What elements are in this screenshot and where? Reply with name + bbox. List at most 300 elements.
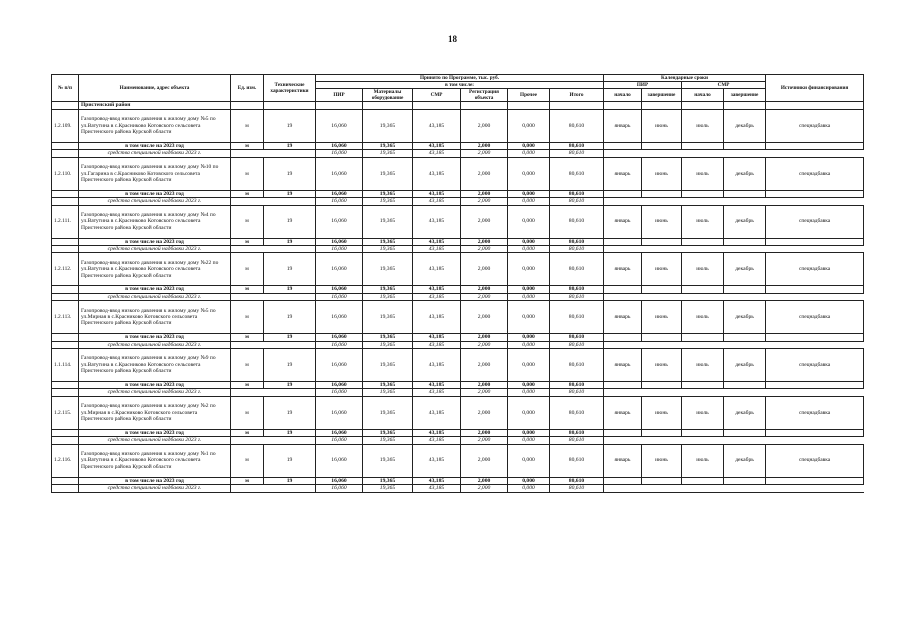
subtotal-empty [766,190,864,197]
spec-pir: 16,060 [316,198,363,205]
subtotal-empty [682,477,724,484]
subtotal-materials: 19,365 [363,382,413,389]
program-table [51,74,864,493]
spec-empty [724,198,766,205]
col-incl: в том числе: [316,82,604,89]
spec-empty [724,485,766,492]
row-other: 0,000 [508,205,550,238]
row-smr-end: декабрь [724,301,766,334]
spec-empty [682,389,724,396]
subtotal-label: в том числе на 2023 год [79,190,231,197]
subtotal-num [52,286,79,293]
row-num: 1.2.115. [52,396,79,429]
year-subtotal-row [52,477,864,484]
col-registration: Регистрация объекта [461,89,508,102]
object-row [52,349,864,382]
row-other: 0,000 [508,253,550,286]
subtotal-num [52,334,79,341]
subtotal-other: 0,000 [508,382,550,389]
subtotal-other: 0,000 [508,429,550,436]
subtotal-empty [682,238,724,245]
spec-empty [682,293,724,300]
row-name: Газопровод-ввод низкого давления к жилому дому №22 по ул.Ватутина в с.Красниково Котовского сельсовета Пристенского района Курской области [79,253,231,286]
subtotal-empty [642,286,682,293]
spec-other: 0,000 [508,389,550,396]
spec-other: 0,000 [508,246,550,253]
spec-empty [231,341,264,348]
subtotal-empty [642,238,682,245]
subtotal-empty [604,190,642,197]
subtotal-empty [682,429,724,436]
row-pir-end: июнь [642,157,682,190]
row-registration: 2,000 [461,444,508,477]
subtotal-materials: 19,365 [363,143,413,150]
subtotal-other: 0,000 [508,477,550,484]
subtotal-num [52,382,79,389]
spec-materials: 19,365 [363,485,413,492]
col-accepted: Принято по Программе, тыс. руб. [316,75,604,82]
subtotal-other: 0,000 [508,334,550,341]
row-num: 1.1.114. [52,349,79,382]
row-smr-start: июль [682,301,724,334]
row-unit: м [231,253,264,286]
spec-total: 80,610 [550,341,604,348]
row-name: Газопровод-ввод низкого давления к жилому дому №9 по ул.Ватутина в с.Красниково Котовского сельсовета Пристенского района Курской области [79,349,231,382]
col-num: № п/п [52,75,79,102]
row-registration: 2,000 [461,110,508,143]
row-pir: 16,060 [316,157,363,190]
spec-total: 80,610 [550,485,604,492]
object-row [52,444,864,477]
spec-empty [766,198,864,205]
spec-empty [231,389,264,396]
subtotal-pir: 16,060 [316,477,363,484]
spec-empty [724,341,766,348]
subtotal-total: 80,610 [550,286,604,293]
spec-empty [766,341,864,348]
row-unit: м [231,349,264,382]
row-source: спецнадбавка [766,253,864,286]
subtotal-materials: 19,365 [363,238,413,245]
subtotal-empty [766,143,864,150]
row-pir-end: июнь [642,349,682,382]
subtotal-total: 80,610 [550,190,604,197]
col-name: Наименование, адрес объекта [79,75,231,102]
subtotal-other: 0,000 [508,238,550,245]
row-smr: 43,185 [413,157,461,190]
spec-empty [264,293,316,300]
spec-total: 80,610 [550,246,604,253]
spec-other: 0,000 [508,198,550,205]
spec-registration: 2,000 [461,485,508,492]
spec-empty [724,437,766,444]
subtotal-registration: 2,000 [461,477,508,484]
spec-empty [724,150,766,157]
row-pir-end: июнь [642,253,682,286]
spec-empty [642,389,682,396]
spec-empty [604,246,642,253]
subtotal-empty [682,334,724,341]
row-smr-start: июль [682,349,724,382]
row-name: Газопровод-ввод низкого давления к жилому дому №5 по ул.Мирная в с.Красниково Котовского сельсовета Пристенского района Курской области [79,301,231,334]
row-pir-start: январь [604,396,642,429]
subtotal-empty [604,143,642,150]
subtotal-registration: 2,000 [461,238,508,245]
row-name: Газопровод-ввод низкого давления к жилому дому №5 по ул.Ватутина в с.Красниково Котовского сельсовета Пристенского района Курской области [79,110,231,143]
row-unit: м [231,110,264,143]
row-smr: 43,185 [413,205,461,238]
spec-label: средства специальной надбавки 2023 г. [79,389,231,396]
row-pir: 16,060 [316,205,363,238]
col-calendar: Календарные сроки [604,75,766,82]
row-num: 1.2.116. [52,444,79,477]
row-materials: 19,365 [363,157,413,190]
row-smr-end: декабрь [724,157,766,190]
row-total: 80,610 [550,444,604,477]
row-name: Газопровод-ввод низкого давления к жилому дому №10 по ул.Гагарина в с.Красниково Котовского сельсовета Пристенского района Курской области [79,157,231,190]
row-source: спецнадбавка [766,110,864,143]
spec-empty [766,389,864,396]
spec-empty [264,150,316,157]
subtotal-label: в том числе на 2023 год [79,429,231,436]
special-fund-row [52,389,864,396]
row-smr-start: июль [682,110,724,143]
row-other: 0,000 [508,157,550,190]
special-fund-row [52,293,864,300]
spec-empty [264,485,316,492]
subtotal-materials: 19,365 [363,190,413,197]
year-subtotal-row [52,429,864,436]
row-tech: 19 [264,349,316,382]
row-pir-start: январь [604,444,642,477]
object-row [52,396,864,429]
row-source: спецнадбавка [766,349,864,382]
year-subtotal-row [52,190,864,197]
subtotal-empty [724,382,766,389]
spec-materials: 19,365 [363,150,413,157]
subtotal-total: 80,610 [550,382,604,389]
spec-total: 80,610 [550,150,604,157]
subtotal-empty [604,238,642,245]
row-smr-start: июль [682,205,724,238]
district-row [52,102,864,110]
subtotal-empty [642,477,682,484]
row-source: спецнадбавка [766,396,864,429]
spec-empty [682,246,724,253]
spec-empty [264,246,316,253]
spec-empty [682,150,724,157]
spec-empty [724,293,766,300]
spec-materials: 19,365 [363,198,413,205]
subtotal-pir: 16,060 [316,143,363,150]
row-pir: 16,060 [316,301,363,334]
spec-empty [231,246,264,253]
subtotal-label: в том числе на 2023 год [79,286,231,293]
spec-other: 0,000 [508,341,550,348]
spec-empty [642,150,682,157]
spec-empty [604,198,642,205]
spec-empty [642,293,682,300]
subtotal-empty [766,477,864,484]
spec-empty [604,150,642,157]
subtotal-unit: м [231,190,264,197]
spec-num [52,246,79,253]
table-body [52,102,864,493]
subtotal-empty [724,238,766,245]
subtotal-tech: 19 [264,334,316,341]
subtotal-tech: 19 [264,477,316,484]
row-pir-end: июнь [642,301,682,334]
row-total: 80,610 [550,205,604,238]
subtotal-num [52,190,79,197]
row-pir-start: январь [604,253,642,286]
row-smr: 43,185 [413,396,461,429]
spec-smr: 43,185 [413,246,461,253]
subtotal-materials: 19,365 [363,429,413,436]
spec-materials: 19,365 [363,437,413,444]
col-smr-end: завершение [724,89,766,102]
row-pir: 16,060 [316,349,363,382]
spec-pir: 16,060 [316,341,363,348]
row-tech: 19 [264,396,316,429]
col-source: Источники финансирования [766,75,864,102]
row-num: 1.2.109. [52,110,79,143]
row-smr: 43,185 [413,110,461,143]
row-smr: 43,185 [413,301,461,334]
subtotal-smr: 43,185 [413,238,461,245]
spec-empty [642,246,682,253]
subtotal-empty [766,382,864,389]
subtotal-num [52,238,79,245]
spec-empty [766,246,864,253]
row-num: 1.2.111. [52,205,79,238]
subtotal-num [52,143,79,150]
subtotal-label: в том числе на 2023 год [79,143,231,150]
special-fund-row [52,246,864,253]
spec-empty [682,485,724,492]
col-cal-smr: СМР [682,82,766,89]
year-subtotal-row [52,143,864,150]
spec-pir: 16,060 [316,485,363,492]
subtotal-empty [724,477,766,484]
row-registration: 2,000 [461,253,508,286]
spec-other: 0,000 [508,437,550,444]
subtotal-tech: 19 [264,190,316,197]
subtotal-empty [682,382,724,389]
row-name: Газопровод-ввод низкого давления к жилому дому №2 по ул.Мирная в с.Красниково Котовского сельсовета Пристенского района Курской области [79,396,231,429]
row-total: 80,610 [550,110,604,143]
spec-smr: 43,185 [413,198,461,205]
subtotal-empty [682,286,724,293]
col-pir-end: завершение [642,89,682,102]
row-smr-end: декабрь [724,396,766,429]
spec-label: средства специальной надбавки 2023 г. [79,437,231,444]
spec-empty [766,485,864,492]
spec-smr: 43,185 [413,293,461,300]
special-fund-row [52,341,864,348]
spec-pir: 16,060 [316,437,363,444]
spec-empty [604,341,642,348]
subtotal-pir: 16,060 [316,334,363,341]
row-registration: 2,000 [461,396,508,429]
subtotal-total: 80,610 [550,429,604,436]
row-smr: 43,185 [413,444,461,477]
row-tech: 19 [264,301,316,334]
col-materials: Материалы оборудование [363,89,413,102]
spec-materials: 19,365 [363,293,413,300]
col-other: Прочее [508,89,550,102]
spec-smr: 43,185 [413,150,461,157]
special-fund-row [52,198,864,205]
col-smr: СМР [413,89,461,102]
spec-pir: 16,060 [316,246,363,253]
row-materials: 19,365 [363,396,413,429]
subtotal-registration: 2,000 [461,334,508,341]
subtotal-unit: м [231,334,264,341]
spec-empty [231,198,264,205]
spec-other: 0,000 [508,293,550,300]
row-num: 1.2.110. [52,157,79,190]
row-unit: м [231,301,264,334]
spec-empty [264,437,316,444]
spec-empty [604,485,642,492]
col-unit: Ед. изм. [231,75,264,102]
col-smr-start: начало [682,89,724,102]
subtotal-pir: 16,060 [316,190,363,197]
row-pir-start: январь [604,205,642,238]
row-other: 0,000 [508,444,550,477]
spec-empty [642,485,682,492]
spec-total: 80,610 [550,437,604,444]
spec-pir: 16,060 [316,293,363,300]
spec-empty [231,437,264,444]
row-total: 80,610 [550,253,604,286]
subtotal-empty [682,190,724,197]
subtotal-label: в том числе на 2023 год [79,382,231,389]
subtotal-tech: 19 [264,429,316,436]
spec-materials: 19,365 [363,389,413,396]
spec-other: 0,000 [508,485,550,492]
subtotal-smr: 43,185 [413,477,461,484]
subtotal-empty [604,382,642,389]
year-subtotal-row [52,382,864,389]
row-registration: 2,000 [461,349,508,382]
row-tech: 19 [264,444,316,477]
row-other: 0,000 [508,110,550,143]
subtotal-total: 80,610 [550,238,604,245]
object-row [52,301,864,334]
spec-smr: 43,185 [413,389,461,396]
subtotal-registration: 2,000 [461,143,508,150]
subtotal-unit: м [231,238,264,245]
row-smr-end: декабрь [724,349,766,382]
col-tech: Технические характеристики [264,75,316,102]
row-tech: 19 [264,157,316,190]
row-name: Газопровод-ввод низкого давления к жилому дому №1 по ул.Ватутина в с.Красниково Котовского сельсовета Пристенского района Курской области [79,444,231,477]
subtotal-unit: м [231,143,264,150]
subtotal-pir: 16,060 [316,382,363,389]
row-materials: 19,365 [363,110,413,143]
row-pir-start: январь [604,301,642,334]
row-smr: 43,185 [413,253,461,286]
row-smr-start: июль [682,157,724,190]
spec-num [52,485,79,492]
spec-empty [604,437,642,444]
subtotal-smr: 43,185 [413,334,461,341]
spec-num [52,293,79,300]
subtotal-total: 80,610 [550,477,604,484]
row-materials: 19,365 [363,253,413,286]
subtotal-empty [642,429,682,436]
subtotal-smr: 43,185 [413,190,461,197]
subtotal-other: 0,000 [508,286,550,293]
subtotal-pir: 16,060 [316,286,363,293]
subtotal-tech: 19 [264,286,316,293]
subtotal-empty [724,286,766,293]
subtotal-empty [724,190,766,197]
subtotal-other: 0,000 [508,190,550,197]
row-other: 0,000 [508,301,550,334]
col-total: Итого [550,89,604,102]
row-registration: 2,000 [461,157,508,190]
spec-label: средства специальной надбавки 2023 г. [79,485,231,492]
spec-label: средства специальной надбавки 2023 г. [79,341,231,348]
subtotal-num [52,477,79,484]
subtotal-empty [604,429,642,436]
page-number: 18 [448,34,457,44]
spec-empty [682,437,724,444]
row-tech: 19 [264,253,316,286]
subtotal-num [52,429,79,436]
row-materials: 19,365 [363,301,413,334]
spec-label: средства специальной надбавки 2023 г. [79,246,231,253]
spec-registration: 2,000 [461,150,508,157]
subtotal-empty [642,382,682,389]
subtotal-empty [766,429,864,436]
spec-empty [642,437,682,444]
spec-smr: 43,185 [413,341,461,348]
spec-empty [766,293,864,300]
spec-registration: 2,000 [461,341,508,348]
col-pir: ПИР [316,89,363,102]
row-total: 80,610 [550,301,604,334]
spec-empty [642,341,682,348]
subtotal-registration: 2,000 [461,429,508,436]
year-subtotal-row [52,286,864,293]
spec-empty [724,389,766,396]
subtotal-empty [604,334,642,341]
spec-empty [231,150,264,157]
row-smr-start: июль [682,444,724,477]
row-smr-end: декабрь [724,444,766,477]
subtotal-smr: 43,185 [413,429,461,436]
row-pir-start: январь [604,110,642,143]
row-num: 1.2.112. [52,253,79,286]
row-tech: 19 [264,205,316,238]
row-other: 0,000 [508,396,550,429]
spec-other: 0,000 [508,150,550,157]
subtotal-empty [604,477,642,484]
row-pir: 16,060 [316,110,363,143]
subtotal-empty [724,143,766,150]
spec-empty [604,389,642,396]
row-name: Газопровод-ввод низкого давления к жилому дому №4 по ул.Ватутина в с.Красниково Котовского сельсовета Пристенского района Курской области [79,205,231,238]
spec-empty [264,389,316,396]
row-pir-end: июнь [642,444,682,477]
row-tech: 19 [264,110,316,143]
subtotal-unit: м [231,477,264,484]
row-smr-end: декабрь [724,205,766,238]
